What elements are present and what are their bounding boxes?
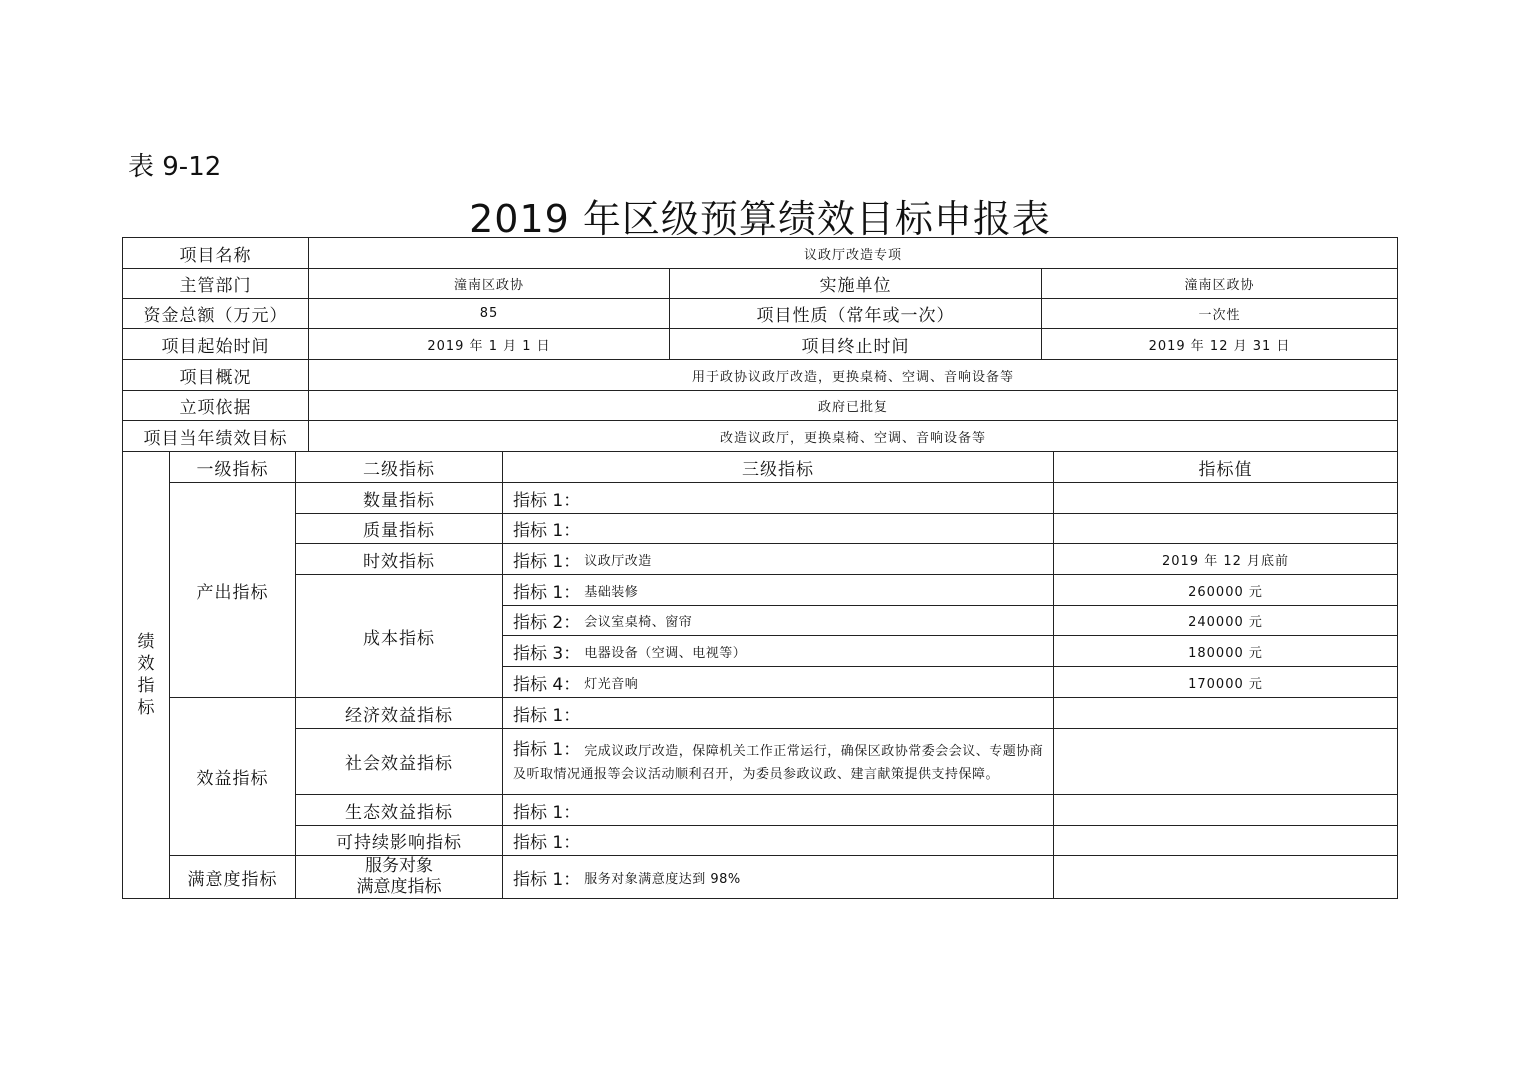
header-value: 指标值: [1053, 451, 1398, 483]
indicator-number: 指标 1：: [513, 833, 581, 853]
header-level1: 一级指标: [169, 451, 296, 483]
perf-section-label: 绩效指标: [137, 632, 155, 718]
ecological-value: [1053, 794, 1398, 826]
indicator-number: 指标 1：: [513, 582, 581, 603]
economic-value: [1053, 697, 1398, 729]
indicator-number: 指标 1：: [513, 705, 581, 726]
indicator-number: 指标 2：: [513, 613, 581, 633]
quality-value: [1053, 513, 1398, 544]
header-level3: 三级指标: [502, 451, 1054, 483]
satisfaction-label-line1: 服务对象: [365, 856, 433, 876]
indicator-description: 灯光音响: [584, 676, 639, 692]
table-number: 表 9-12: [128, 152, 222, 182]
social-row: [502, 728, 1054, 795]
sustainable-value: [1053, 825, 1398, 856]
cost-value: 260000 元: [1053, 574, 1398, 606]
cost-row: [502, 666, 1054, 698]
indicator-number: 指标 1：: [513, 739, 581, 760]
ecological-row: [502, 794, 1054, 826]
end-value: 2019 年 12 月 31 日: [1041, 328, 1398, 360]
goal-value: 改造议政厅，更换桌椅、空调、音响设备等: [308, 420, 1398, 452]
perf-section-cell: [122, 451, 170, 899]
sustainable-row: [502, 825, 1054, 856]
fund-label: 资金总额（万元）: [122, 298, 309, 329]
quantity-value: [1053, 482, 1398, 514]
page-title: 2019 年区级预算绩效目标申报表: [469, 197, 1051, 241]
dept-value: 潼南区政协: [308, 268, 670, 299]
indicator-number: 指标 1：: [513, 490, 581, 511]
indicator-number: 指标 3：: [513, 643, 581, 664]
satisfaction-row: [502, 855, 1054, 899]
cost-value: 240000 元: [1053, 605, 1398, 636]
indicator-number: 指标 1：: [513, 869, 581, 890]
economic-row: [502, 697, 1054, 729]
quantity-label: 数量指标: [295, 482, 503, 514]
cost-row: [502, 574, 1054, 606]
indicator-description: 电器设备（空调、电视等）: [584, 645, 747, 661]
project-name-label: 项目名称: [122, 237, 309, 269]
indicator-number: 指标 4：: [513, 674, 581, 695]
quantity-row: [502, 482, 1054, 514]
economic-label: 经济效益指标: [295, 697, 503, 729]
indicator-description: 议政厅改造: [584, 553, 652, 569]
cost-label: 成本指标: [295, 574, 503, 698]
social-label: 社会效益指标: [295, 728, 503, 795]
sustainable-label: 可持续影响指标: [295, 825, 503, 856]
goal-label: 项目当年绩效目标: [122, 420, 309, 452]
output-indicator-label: 产出指标: [169, 482, 296, 698]
indicator-description: 会议室桌椅、窗帘: [584, 615, 693, 630]
indicator-number: 指标 1：: [513, 521, 581, 541]
dept-label: 主管部门: [122, 268, 309, 299]
cost-row: [502, 605, 1054, 636]
indicator-description: 基础装修: [584, 584, 639, 600]
satisfaction-label-line2: 满意度指标: [356, 877, 442, 897]
basis-value: 政府已批复: [308, 390, 1398, 421]
overview-label: 项目概况: [122, 359, 309, 391]
end-label: 项目终止时间: [669, 328, 1042, 360]
indicator-number: 指标 1：: [513, 802, 581, 823]
cost-value: 170000 元: [1053, 666, 1398, 698]
header-level2: 二级指标: [295, 451, 503, 483]
indicator-number: 指标 1：: [513, 551, 581, 572]
cost-row: [502, 635, 1054, 667]
impl-label: 实施单位: [669, 268, 1042, 299]
basis-label: 立项依据: [122, 390, 309, 421]
timeliness-value: 2019 年 12 月底前: [1053, 543, 1398, 575]
quality-label: 质量指标: [295, 513, 503, 544]
timeliness-row: [502, 543, 1054, 575]
cost-value: 180000 元: [1053, 635, 1398, 667]
social-value: [1053, 728, 1398, 795]
timeliness-label: 时效指标: [295, 543, 503, 575]
satisfaction-indicator-label: 满意度指标: [169, 855, 296, 899]
project-name-value: 议政厅改造专项: [308, 237, 1398, 269]
overview-value: 用于政协议政厅改造，更换桌椅、空调、音响设备等: [308, 359, 1398, 391]
quality-row: [502, 513, 1054, 544]
budget-performance-table: [122, 237, 1398, 899]
fund-value: 85: [308, 298, 670, 329]
impl-value: 潼南区政协: [1041, 268, 1398, 299]
satisfaction-sub-label: [295, 855, 503, 899]
ecological-label: 生态效益指标: [295, 794, 503, 826]
indicator-description: 完成议政厅改造，保障机关工作正常运行，确保区政协常委会会议、专题协商及听取情况通报等会议活动顺利召开，为委员参政议政、建言献策提供支持保障。: [513, 743, 1044, 782]
start-label: 项目起始时间: [122, 328, 309, 360]
start-value: 2019 年 1 月 1 日: [308, 328, 670, 360]
nature-value: 一次性: [1041, 298, 1398, 329]
satisfaction-value: [1053, 855, 1398, 899]
nature-label: 项目性质（常年或一次）: [669, 298, 1042, 329]
benefit-indicator-label: 效益指标: [169, 697, 296, 856]
indicator-description: 服务对象满意度达到 98%: [584, 871, 741, 887]
